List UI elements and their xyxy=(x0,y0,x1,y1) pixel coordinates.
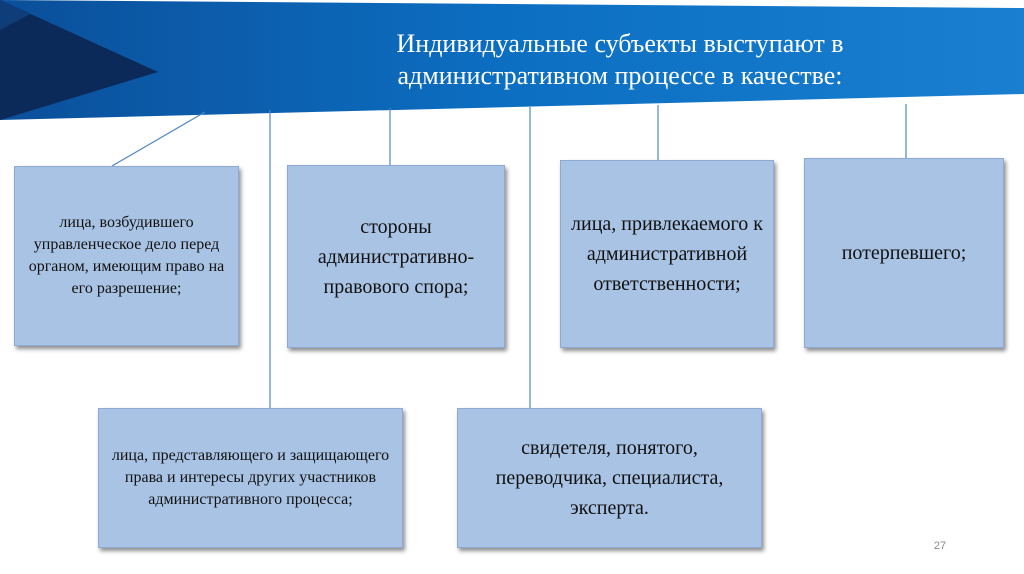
box-victim xyxy=(804,158,1004,348)
box-initiator xyxy=(14,166,239,346)
box-initiator-text: лица, возбудившего управленческое дело перед органом, имеющим право на его разрешение; xyxy=(28,214,225,297)
box-liable-person-text: лица, привлекаемого к административной ответственности; xyxy=(571,213,763,295)
box-dispute-parties xyxy=(287,165,505,348)
box-witness-experts-text: свидетеля, понятого, переводчика, специалиста, эксперта. xyxy=(495,437,724,519)
box-liable-person xyxy=(560,160,774,348)
box-representative-text: лица, представляющего и защищающего права и интересы других участников административного процесса; xyxy=(111,447,390,508)
box-dispute-parties-text: стороны административно-правового спора; xyxy=(317,215,475,298)
slide-title: Индивидуальные субъекты выступают в административном процессе в качестве: xyxy=(396,29,844,90)
page-number: 27 xyxy=(933,540,947,552)
box-victim-text: потерпевшего; xyxy=(841,242,967,264)
box-witness-experts xyxy=(457,408,762,548)
box-representative xyxy=(98,408,403,548)
connector-box1 xyxy=(112,112,205,166)
